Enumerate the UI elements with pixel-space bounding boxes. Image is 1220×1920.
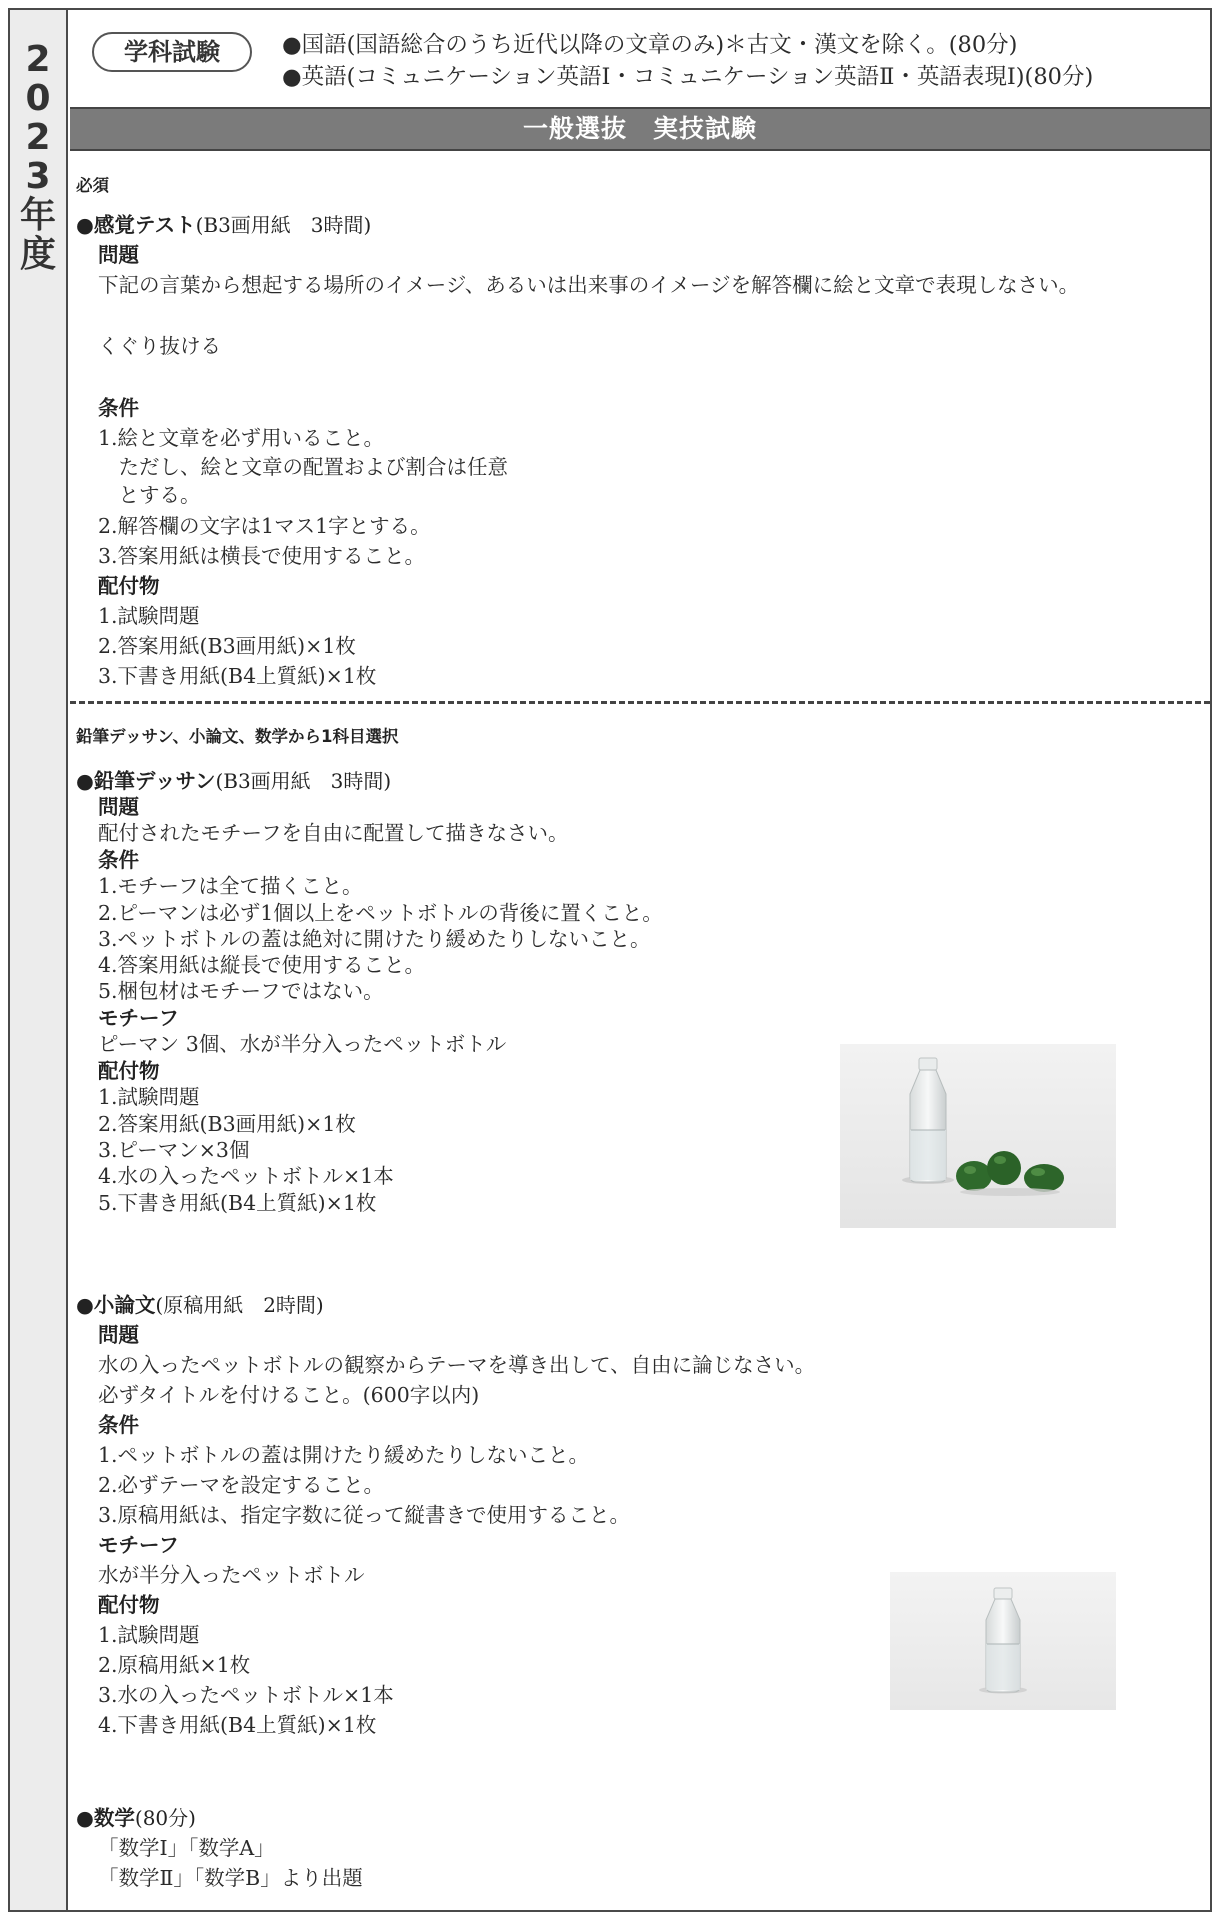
- year-label: 2023年度: [19, 39, 56, 275]
- exam-info-frame: [8, 8, 1212, 1912]
- essay-heading: [76, 1292, 324, 1318]
- pencil-drawing-name: ●鉛筆デッサン: [76, 769, 216, 793]
- essay-material-2: 2.原稿用紙×1枚: [98, 1653, 251, 1677]
- pencil-problem-heading: 問題: [98, 795, 139, 819]
- pencil-material-2: 2.答案用紙(B3画用紙)×1枚: [98, 1112, 356, 1136]
- sense-condition-1-cont: ただし、絵と文章の配置および割合は任意: [98, 455, 508, 479]
- math-note: (80分): [134, 1806, 196, 1830]
- sense-condition-1: 1.絵と文章を必ず用いること。: [98, 426, 385, 450]
- pencil-material-4: 4.水の入ったペットボトル×1本: [98, 1164, 394, 1188]
- academic-subject-english: ●英語(コミュニケーション英語Ⅰ・コミュニケーション英語Ⅱ・英語表現Ⅰ)(80分): [282, 64, 1094, 90]
- sense-condition-1-cont2: とする。: [98, 483, 201, 507]
- sense-material-3: 3.下書き用紙(B4上質紙)×1枚: [98, 664, 377, 688]
- bottle-illustration: [890, 1572, 1116, 1710]
- pencil-drawing-heading: [76, 768, 391, 794]
- essay-material-3: 3.水の入ったペットボトル×1本: [98, 1683, 394, 1707]
- section-title-bar: 一般選抜 実技試験: [70, 107, 1210, 151]
- essay-material-1: 1.試験問題: [98, 1623, 200, 1647]
- essay-problem-line-1: 水の入ったペットボトルの観察からテーマを導き出して、自由に論じなさい。: [98, 1353, 816, 1377]
- math-name: ●数学: [76, 1806, 135, 1830]
- pencil-condition-1: 1.モチーフは全て描くこと。: [98, 874, 363, 898]
- essay-condition-1: 1.ペットボトルの蓋は開けたり緩めたりしないこと。: [98, 1443, 590, 1467]
- essay-condition-3: 3.原稿用紙は、指定字数に従って縦書きで使用すること。: [98, 1503, 631, 1527]
- pencil-condition-4: 4.答案用紙は縦長で使用すること。: [98, 953, 426, 977]
- sense-condition-3: 3.答案用紙は横長で使用すること。: [98, 544, 426, 568]
- sense-test-note: (B3画用紙 3時間): [195, 213, 372, 237]
- essay-materials-heading: 配付物: [98, 1593, 160, 1617]
- motif-photo-bottle: [890, 1572, 1116, 1710]
- required-label: 必須: [76, 176, 109, 195]
- math-line-1: 「数学Ⅰ」「数学A」: [98, 1836, 275, 1860]
- section-divider: [70, 701, 1210, 704]
- sense-keyword: くぐり抜ける: [98, 334, 221, 358]
- essay-problem-line-2: 必ずタイトルを付けること。(600字以内): [98, 1383, 480, 1407]
- essay-motif-heading: モチーフ: [98, 1533, 179, 1557]
- pencil-drawing-note: (B3画用紙 3時間): [215, 769, 392, 793]
- math-line-2: 「数学Ⅱ」「数学B」より出題: [98, 1866, 363, 1890]
- pencil-problem-text: 配付されたモチーフを自由に配置して描きなさい。: [98, 821, 569, 845]
- pencil-condition-5: 5.梱包材はモチーフではない。: [98, 979, 384, 1003]
- essay-problem-heading: 問題: [98, 1323, 139, 1347]
- essay-conditions-heading: 条件: [98, 1413, 139, 1437]
- pencil-condition-3: 3.ペットボトルの蓋は絶対に開けたり緩めたりしないこと。: [98, 927, 651, 951]
- sense-material-1: 1.試験問題: [98, 604, 200, 628]
- pencil-condition-2: 2.ピーマンは必ず1個以上をペットボトルの背後に置くこと。: [98, 901, 663, 925]
- essay-material-4: 4.下書き用紙(B4上質紙)×1枚: [98, 1713, 377, 1737]
- main-content: [70, 10, 1210, 1910]
- essay-name: ●小論文: [76, 1293, 156, 1317]
- essay-note: (原稿用紙 2時間): [155, 1293, 324, 1317]
- essay-motif-text: 水が半分入ったペットボトル: [98, 1563, 365, 1587]
- pencil-motif-text: ピーマン 3個、水が半分入ったペットボトル: [98, 1032, 507, 1056]
- sense-test-name: ●感覚テスト: [76, 213, 196, 237]
- sense-condition-2: 2.解答欄の文字は1マス1字とする。: [98, 514, 431, 538]
- essay-condition-2: 2.必ずテーマを設定すること。: [98, 1473, 385, 1497]
- pencil-material-3: 3.ピーマン×3個: [98, 1138, 250, 1162]
- year-column: [10, 10, 68, 1910]
- academic-exam-badge: 学科試験: [92, 32, 252, 72]
- pencil-motif-heading: モチーフ: [98, 1006, 179, 1030]
- pencil-material-1: 1.試験問題: [98, 1085, 200, 1109]
- pencil-material-5: 5.下書き用紙(B4上質紙)×1枚: [98, 1191, 377, 1215]
- bottle-peppers-illustration: [840, 1044, 1116, 1228]
- pencil-materials-heading: 配付物: [98, 1059, 160, 1083]
- sense-problem-text: 下記の言葉から想起する場所のイメージ、あるいは出来事のイメージを解答欄に絵と文章で表現しなさい。: [98, 273, 1080, 297]
- sense-materials-heading: 配付物: [98, 574, 160, 598]
- pencil-conditions-heading: 条件: [98, 848, 139, 872]
- sense-material-2: 2.答案用紙(B3画用紙)×1枚: [98, 634, 356, 658]
- elective-label: 鉛筆デッサン、小論文、数学から1科目選択: [76, 727, 399, 746]
- academic-exam-section: [70, 10, 1210, 107]
- sense-conditions-heading: 条件: [98, 396, 139, 420]
- academic-subject-japanese: ●国語(国語総合のうち近代以降の文章のみ)＊古文・漢文を除く。(80分): [282, 32, 1018, 58]
- sense-problem-heading: 問題: [98, 243, 139, 267]
- sense-test-heading: [76, 212, 371, 238]
- math-heading: [76, 1805, 196, 1831]
- motif-photo-bottle-peppers: [840, 1044, 1116, 1228]
